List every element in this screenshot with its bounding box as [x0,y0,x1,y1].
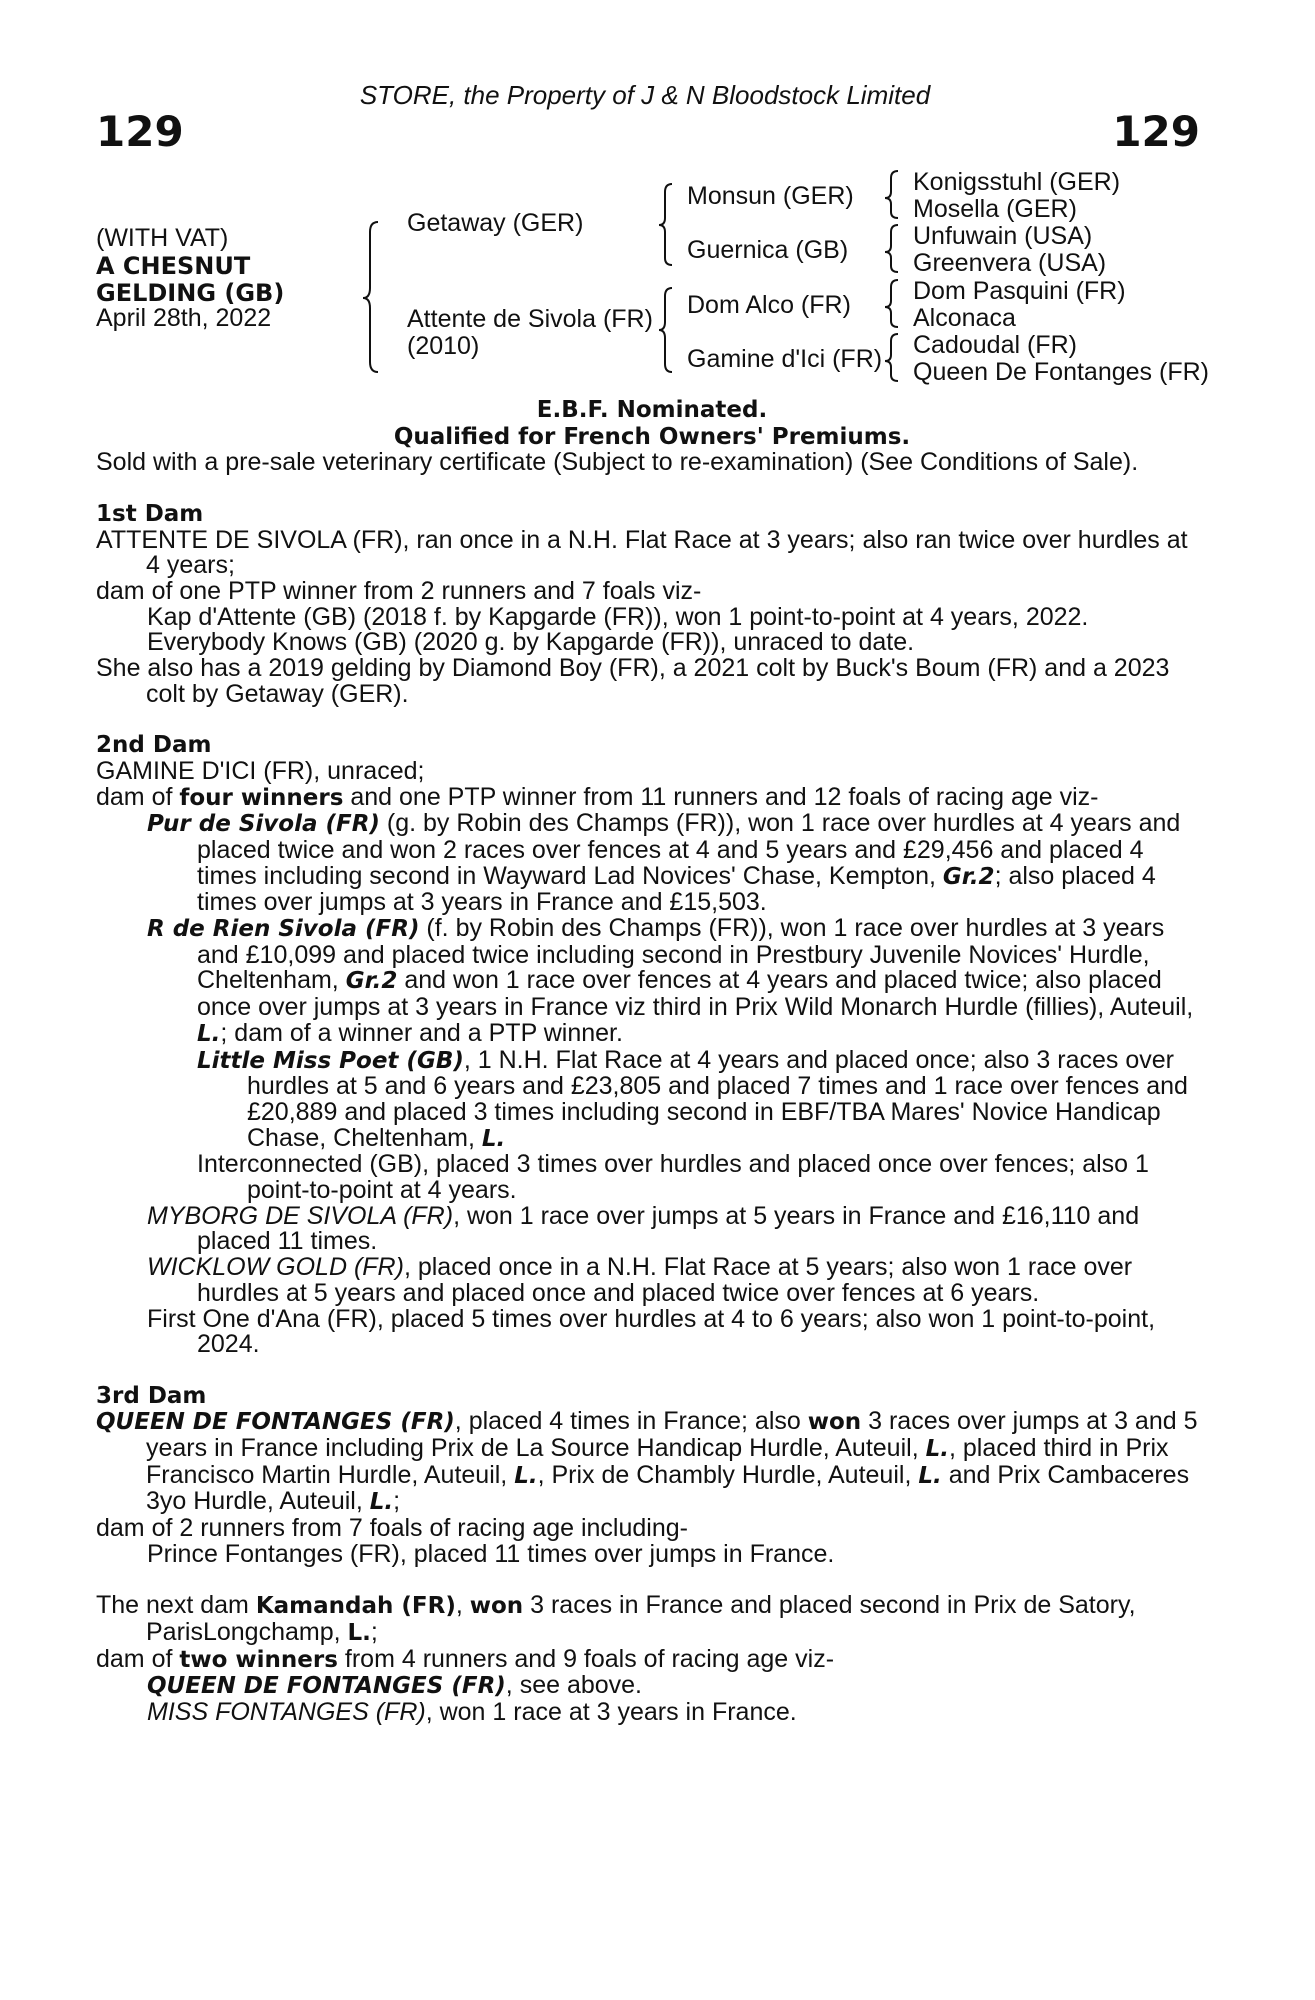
ebf-note: E.B.F. Nominated. [536,397,768,423]
first-dam-progeny-2: Everybody Knows (GB) (2020 g. by Kapgarde (FR)), unraced to date. [147,628,915,657]
first-dam-description: ATTENTE DE SIVOLA (FR), ran once in a N.H. Flat Race at 3 years; also ran twice over hurdles at 4 years; [96,525,1188,580]
progeny-miss-fontanges: MISS FONTANGES (FR), won 1 race at 3 years in France. [147,1698,797,1727]
second-dam-record: dam of four winners and one PTP winner from 11 runners and 12 foals of racing age viz- [96,782,1099,811]
pedigree-braces [0,0,1315,400]
pedigree-sire: Getaway (GER) [407,209,584,237]
pedigree-gen3-3: Unfuwain (USA) [913,222,1093,250]
pedigree-dam-year: (2010) [407,332,480,360]
pedigree-gen2-4: Gamine d'Ici (FR) [687,345,883,373]
pedigree-gen2-2: Guernica (GB) [687,236,849,264]
progeny-first-one-dana: First One d'Ana (FR), placed 5 times over hurdles at 4 to 6 years; also won 1 point-to-point, 2024. [147,1304,1156,1359]
first-dam-progeny-1: Kap d'Attente (GB) (2018 f. by Kapgarde (FR)), won 1 point-to-point at 4 years, 2022. [147,602,1089,631]
third-dam-record: dam of 2 runners from 7 foals of racing age including- [96,1514,688,1543]
lot-number-right: 129 [1112,107,1200,156]
vat-label: (WITH VAT) [96,224,229,252]
pedigree-gen3-2: Mosella (GER) [913,195,1077,223]
pedigree-gen3-5: Dom Pasquini (FR) [913,277,1126,305]
vendor-line: STORE, the Property of J & N Bloodstock Limited [359,80,931,110]
next-dam-record: dam of two winners from 4 runners and 9 foals of racing age viz- [96,1644,835,1673]
catalogue-body [96,397,1208,1726]
first-dam-also: She also has a 2019 gelding by Diamond Boy (FR), a 2021 colt by Buck's Boum (FR) and a 2023 colt by Getaway (GER). [96,654,1170,708]
lot-number-left: 129 [96,107,184,156]
progeny-myborg-de-sivola: MYBORG DE SIVOLA (FR), won 1 race over jumps at 5 years in France and £16,110 and placed 11 times. [147,1201,1140,1256]
progeny-prince-fontanges: Prince Fontanges (FR), placed 11 times over jumps in France. [147,1539,835,1568]
pedigree-gen2-1: Monsun (GER) [687,182,854,210]
first-dam-record: dam of one PTP winner from 2 runners and 7 foals viz- [96,576,702,605]
pedigree-gen3-1: Konigsstuhl (GER) [913,168,1121,196]
progeny-queen-de-fontanges: QUEEN DE FONTANGES (FR), see above. [147,1671,643,1700]
third-dam-heading: 3rd Dam [96,1382,207,1409]
vet-note: Sold with a pre-sale veterinary certificate (Subject to re-examination) (See Conditions of Sale). [96,448,1139,477]
next-dam-description: The next dam Kamandah (FR), won 3 races in France and placed second in Prix de Satory, ParisLongchamp, L.; [96,1591,1136,1646]
second-dam-description: GAMINE D'ICI (FR), unraced; [96,756,425,785]
french-premiums-note: Qualified for French Owners' Premiums. [393,423,911,450]
progeny-interconnected: Interconnected (GB), placed 3 times over hurdles and placed once over fences; also 1 point-to-point at 4 years. [197,1150,1149,1205]
progeny-r-de-rien-sivola: R de Rien Sivola (FR) (f. by Robin des Champs (FR)), won 1 race over hurdles at 3 years and £10,099 and placed twice including second in Prestbury Juvenile Novices' Hurdle, Cheltenham, Gr.2 and won 1 race over fences at 4 years and placed twice; also placed once over jumps at 3 years in France viz third in Prix Wild Monarch Hurdle (fillies), Auteuil, L.; dam of a winner and a PTP winner. [147,914,1194,1047]
first-dam-heading: 1st Dam [96,500,204,527]
progeny-little-miss-poet: Little Miss Poet (GB), 1 N.H. Flat Race at 4 years and placed once; also 3 races over hurdles at 5 and 6 years and £23,805 and placed 7 times and 1 race over fences and £20,889 and placed 3 times including second in EBF/TBA Mares' Novice Handicap Chase, Cheltenham, L. [197,1045,1188,1152]
progeny-wicklow-gold: WICKLOW GOLD (FR), placed once in a N.H. Flat Race at 5 years; also won 1 race over hurdles at 5 years and placed once and placed twice over fences at 6 years. [147,1253,1133,1307]
horse-description-line1: A CHESNUT [96,252,251,280]
pedigree-gen3-7: Cadoudal (FR) [913,331,1077,359]
pedigree-gen2-3: Dom Alco (FR) [687,291,851,319]
horse-description-line2: GELDING (GB) [96,279,285,307]
progeny-pur-de-sivola: Pur de Sivola (FR) (g. by Robin des Champs (FR)), won 1 race over hurdles at 4 years and placed twice and won 2 races over fences at 4 and 5 years and £29,456 and placed 4 times including second in Wayward Lad Novices' Chase, Kempton, Gr.2; also placed 4 times over jumps at 3 years in France and £15,503. [147,809,1181,917]
third-dam-description: QUEEN DE FONTANGES (FR), placed 4 times in France; also won 3 races over jumps at 3 and 5 years in France including Prix de La Source Handicap Hurdle, Auteuil, L., placed third in Prix Francisco Martin Hurdle, Auteuil, L., Prix de Chambly Hurdle, Auteuil, L. and Prix Cambaceres 3yo Hurdle, Auteuil, L.; [96,1407,1198,1516]
pedigree-dam: Attente de Sivola (FR) [407,305,653,333]
second-dam-heading: 2nd Dam [96,732,212,759]
pedigree-gen3-8: Queen De Fontanges (FR) [913,358,1209,386]
foaling-date: April 28th, 2022 [96,304,272,332]
pedigree-gen3-4: Greenvera (USA) [913,249,1107,277]
pedigree-gen3-6: Alconaca [913,304,1016,332]
